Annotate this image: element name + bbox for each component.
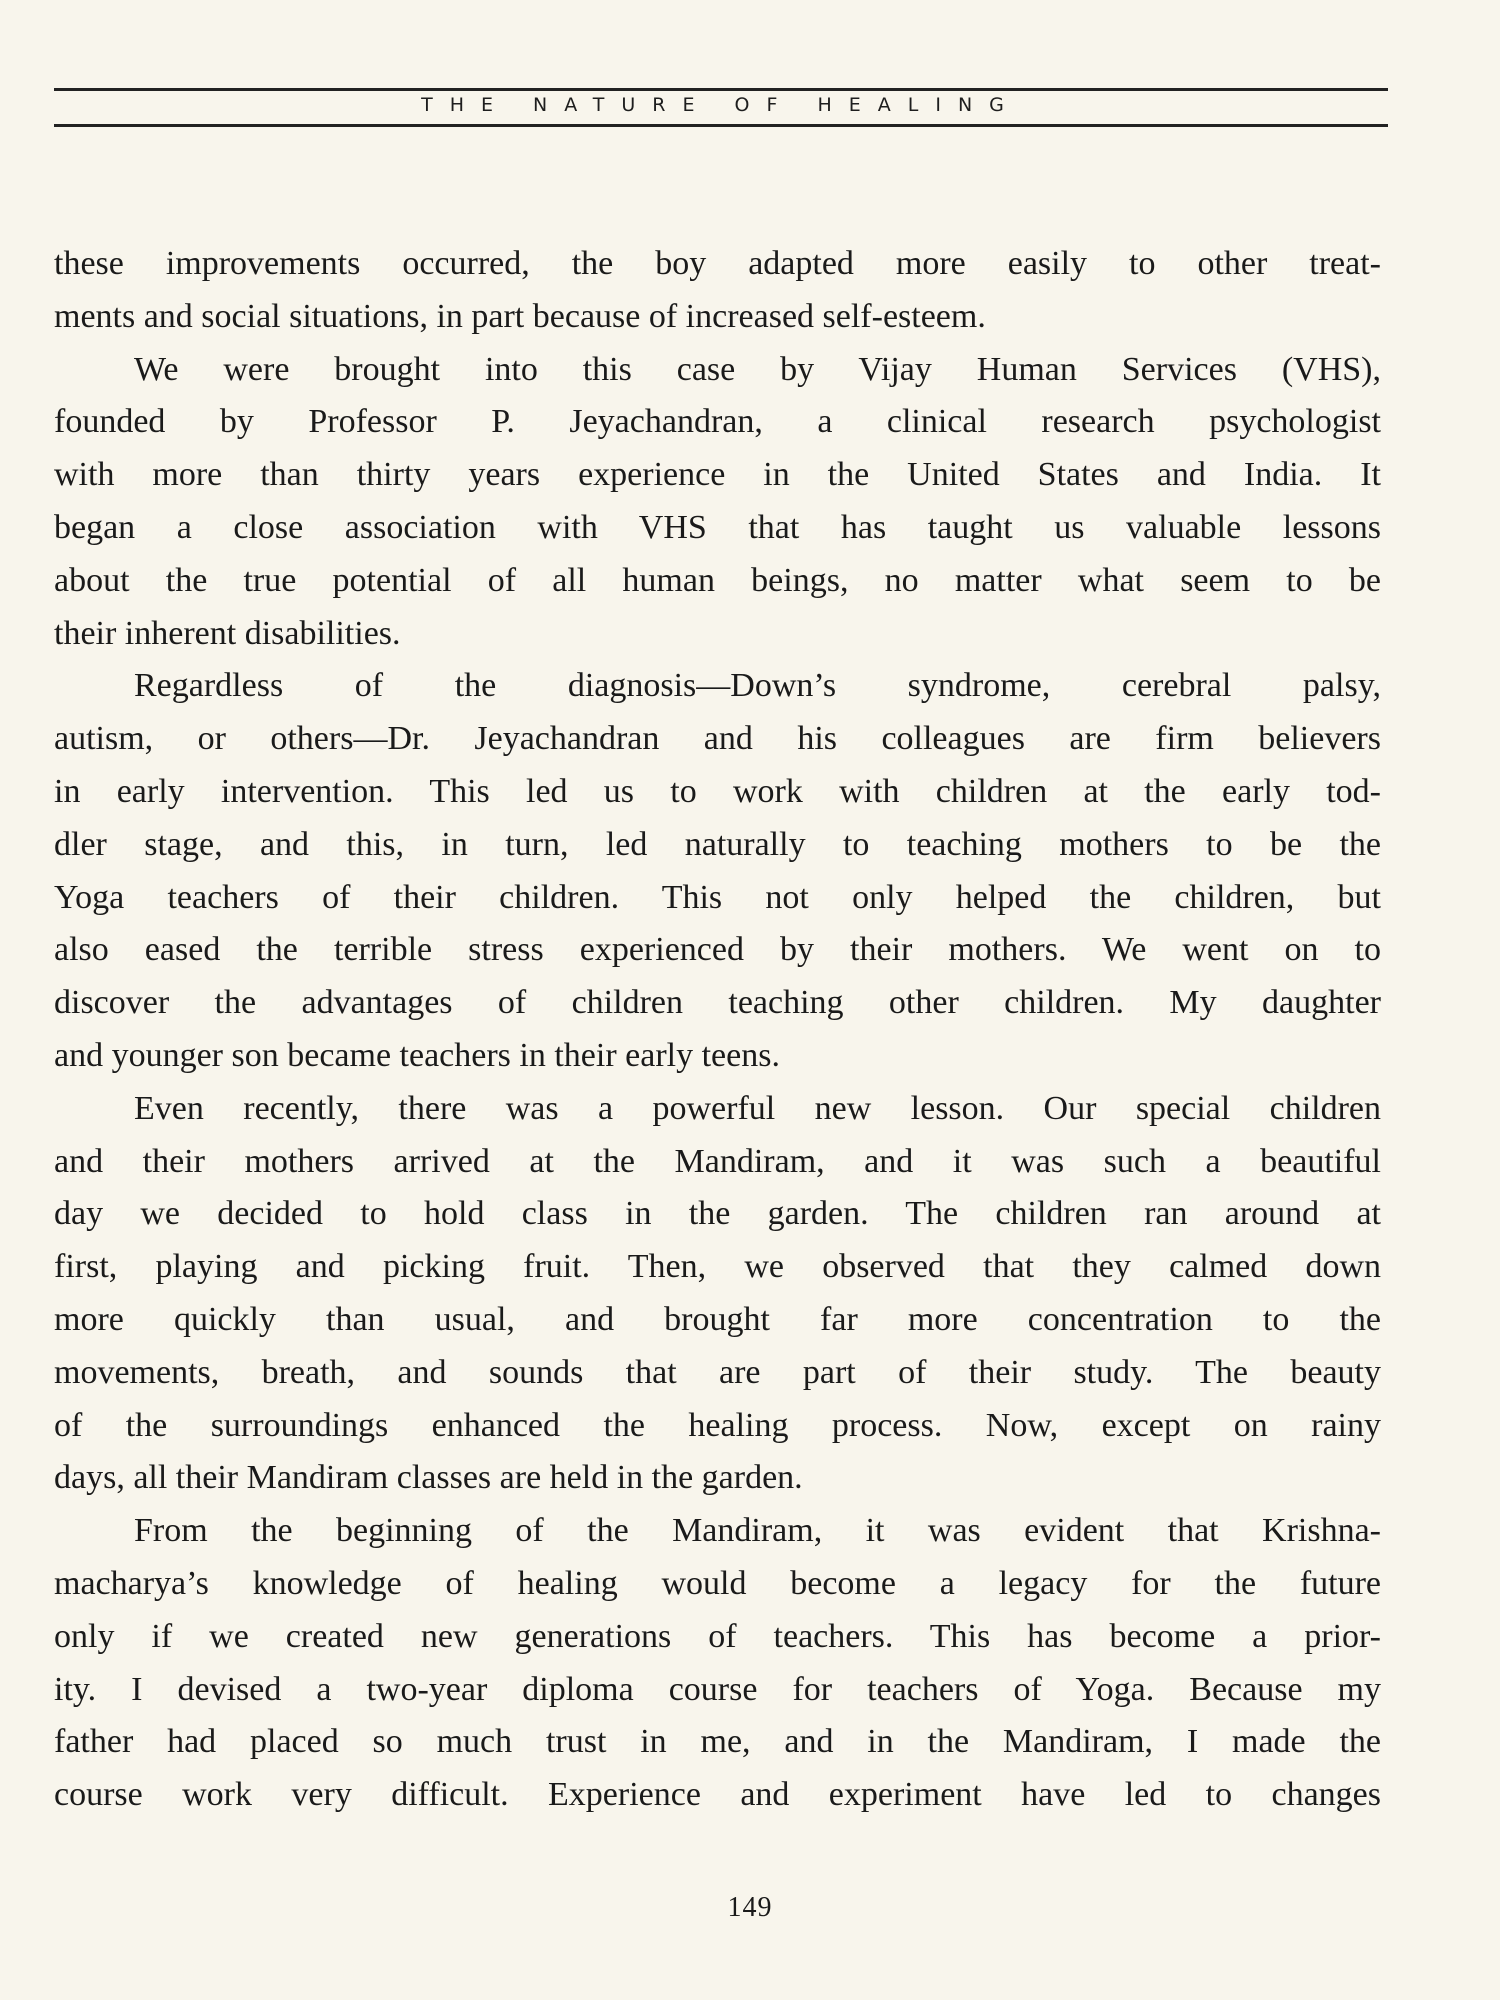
text-line: these improvements occurred, the boy adapted more easily to other treat-	[54, 245, 1381, 282]
text-line: with more than thirty years experience in the United States and India. It	[54, 456, 1381, 494]
text-line: We were brought into this case by Vijay Human Services (VHS),	[134, 350, 1381, 388]
text-line: From the beginning of the Mandiram, it was evident that Krishna-	[134, 1512, 1381, 1550]
text-line: ments and social situations, in part because of increased self-esteem.	[54, 297, 986, 335]
text-line: macharya’s knowledge of healing would become a legacy for the future	[54, 1564, 1381, 1602]
text-line: Regardless of the diagnosis—Down’s syndrome, cerebral palsy,	[134, 667, 1381, 705]
header-rule-top	[54, 88, 1388, 91]
header-rule-bottom	[54, 124, 1388, 127]
text-line: about the true potential of all human beings, no matter what seem to be	[54, 561, 1381, 599]
page-number: 149	[727, 1892, 773, 1923]
text-line: and younger son became teachers in their early teens.	[54, 1036, 780, 1074]
text-line: father had placed so much trust in me, and in the Mandiram, I made the	[54, 1723, 1381, 1761]
text-line: days, all their Mandiram classes are held in the garden.	[54, 1459, 803, 1497]
text-line: Even recently, there was a powerful new lesson. Our special children	[134, 1089, 1381, 1127]
text-line: founded by Professor P. Jeyachandran, a clinical research psychologist	[54, 403, 1381, 441]
running-head: THE NATURE OF HEALING	[421, 94, 1021, 116]
text-line: discover the advantages of children teaching other children. My daughter	[54, 984, 1381, 1022]
text-line: autism, or others—Dr. Jeyachandran and his colleagues are firm believers	[54, 720, 1381, 758]
text-line: course work very difficult. Experience and experiment have led to changes	[54, 1776, 1381, 1814]
text-line: also eased the terrible stress experienced by their mothers. We went on to	[54, 931, 1381, 969]
body-text	[54, 238, 1381, 1822]
text-line: their inherent disabilities.	[54, 614, 401, 652]
text-line: only if we created new generations of teachers. This has become a prior-	[54, 1617, 1381, 1655]
text-line: of the surroundings enhanced the healing process. Now, except on rainy	[54, 1406, 1381, 1444]
text-line: movements, breath, and sounds that are part of their study. The beauty	[54, 1353, 1381, 1391]
text-line: more quickly than usual, and brought far more concentration to the	[54, 1300, 1381, 1338]
text-line: began a close association with VHS that has taught us valuable lessons	[54, 508, 1381, 546]
text-line: Yoga teachers of their children. This not only helped the children, but	[54, 878, 1381, 916]
text-line: ity. I devised a two-year diploma course for teachers of Yoga. Because my	[54, 1670, 1381, 1708]
text-line: and their mothers arrived at the Mandiram, and it was such a beautiful	[54, 1142, 1381, 1180]
text-line: day we decided to hold class in the garden. The children ran around at	[54, 1195, 1381, 1233]
text-line: in early intervention. This led us to work with children at the early tod-	[54, 772, 1381, 810]
text-line: dler stage, and this, in turn, led naturally to teaching mothers to be the	[54, 825, 1381, 863]
text-line: first, playing and picking fruit. Then, we observed that they calmed down	[54, 1248, 1381, 1286]
